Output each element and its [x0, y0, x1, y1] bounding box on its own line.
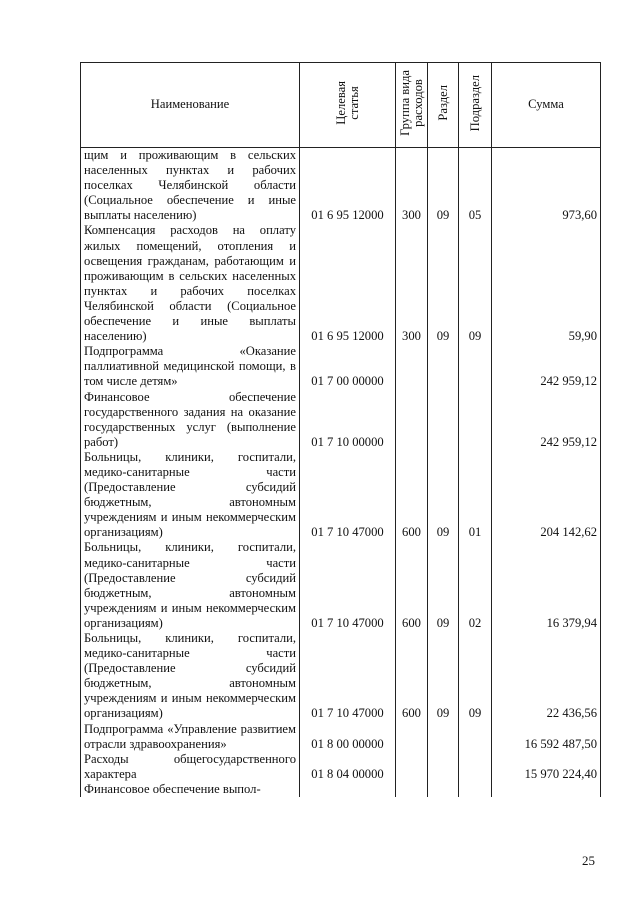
- row-sum: 16 592 487,50: [492, 722, 601, 752]
- row-group: [396, 782, 428, 797]
- table-row: [81, 450, 601, 541]
- row-group: [396, 722, 428, 752]
- table-header-row: [81, 63, 601, 148]
- row-section: [428, 752, 459, 782]
- row-subsection: [459, 782, 492, 797]
- row-name: Подпрограмма «Оказание паллиативной медицинской помощи, в том числе детям»: [81, 344, 300, 389]
- row-section: 09: [428, 631, 459, 722]
- row-group: [396, 344, 428, 389]
- row-group: 600: [396, 631, 428, 722]
- row-article: 01 7 10 47000: [300, 450, 396, 541]
- row-sum: 15 970 224,40: [492, 752, 601, 782]
- row-article: 01 6 95 12000: [300, 148, 396, 224]
- row-article: 01 7 00 00000: [300, 344, 396, 389]
- row-name: Финансовое обеспечение выпол-: [81, 782, 300, 797]
- row-group: 600: [396, 540, 428, 631]
- row-section: 09: [428, 450, 459, 541]
- row-subsection: [459, 752, 492, 782]
- row-name: Больницы, клиники, госпитали, медико-санитарные части (Предоставление субсидий бюджетным, автономным учреждениям и иным некоммерческим организациям): [81, 540, 300, 631]
- row-name: Больницы, клиники, госпитали, медико-санитарные части (Предоставление субсидий бюджетным, автономным учреждениям и иным некоммерческим организациям): [81, 450, 300, 541]
- row-name: Компенсация расходов на оплату жилых помещений, отопления и освещения гражданам, работающим и проживающим в сельских населенных пунктах и рабочих поселках Челябинской области (Социальное обеспечение и иные выплаты населению): [81, 223, 300, 344]
- row-name: Больницы, клиники, госпитали, медико-санитарные части (Предоставление субсидий бюджетным, автономным учреждениям и иным некоммерческим организациям): [81, 631, 300, 722]
- row-section: 09: [428, 540, 459, 631]
- budget-table: [80, 62, 601, 797]
- table-row: [81, 344, 601, 389]
- row-sum: 242 959,12: [492, 344, 601, 389]
- row-subsection: 02: [459, 540, 492, 631]
- row-section: 09: [428, 148, 459, 224]
- row-sum: 59,90: [492, 223, 601, 344]
- row-article: 01 8 04 00000: [300, 752, 396, 782]
- table-row: [81, 722, 601, 752]
- header-subsection: Подраздел: [459, 63, 492, 148]
- row-section: [428, 722, 459, 752]
- row-section: [428, 782, 459, 797]
- row-sum: 16 379,94: [492, 540, 601, 631]
- row-sum: 242 959,12: [492, 390, 601, 450]
- header-article: Целевая статья: [300, 63, 396, 148]
- row-name: щим и проживающим в сельских населенных пунктах и рабочих поселках Челябинской области (Социальное обеспечение и иные выплаты населению): [81, 148, 300, 224]
- table-row: [81, 540, 601, 631]
- row-subsection: [459, 722, 492, 752]
- row-subsection: 09: [459, 223, 492, 344]
- table-row: [81, 631, 601, 722]
- row-group: 300: [396, 223, 428, 344]
- row-subsection: 09: [459, 631, 492, 722]
- header-group: Группа вида расходов: [396, 63, 428, 148]
- row-name: Расходы общегосударственного характера: [81, 752, 300, 782]
- row-sum: 204 142,62: [492, 450, 601, 541]
- row-subsection: [459, 390, 492, 450]
- table-row: [81, 752, 601, 782]
- row-subsection: 05: [459, 148, 492, 224]
- row-section: [428, 390, 459, 450]
- row-section: 09: [428, 223, 459, 344]
- row-section: [428, 344, 459, 389]
- table-row: [81, 390, 601, 450]
- row-subsection: [459, 344, 492, 389]
- table-row: [81, 148, 601, 224]
- row-group: [396, 390, 428, 450]
- row-sum: 22 436,56: [492, 631, 601, 722]
- row-group: 600: [396, 450, 428, 541]
- row-article: [300, 782, 396, 797]
- row-group: [396, 752, 428, 782]
- page-number: 25: [582, 853, 595, 868]
- header-name: Наименование: [81, 63, 300, 148]
- row-name: Подпрограмма «Управление развитием отрасли здравоохранения»: [81, 722, 300, 752]
- row-article: 01 7 10 00000: [300, 390, 396, 450]
- row-sum: 973,60: [492, 148, 601, 224]
- row-article: 01 6 95 12000: [300, 223, 396, 344]
- row-sum: [492, 782, 601, 797]
- row-group: 300: [396, 148, 428, 224]
- row-article: 01 8 00 00000: [300, 722, 396, 752]
- row-subsection: 01: [459, 450, 492, 541]
- row-article: 01 7 10 47000: [300, 631, 396, 722]
- row-article: 01 7 10 47000: [300, 540, 396, 631]
- table-row: [81, 782, 601, 797]
- header-section: Раздел: [428, 63, 459, 148]
- row-name: Финансовое обеспечение государственного задания на оказание государственных услуг (выполнение работ): [81, 390, 300, 450]
- header-sum: Сумма: [492, 63, 601, 148]
- table-row: [81, 223, 601, 344]
